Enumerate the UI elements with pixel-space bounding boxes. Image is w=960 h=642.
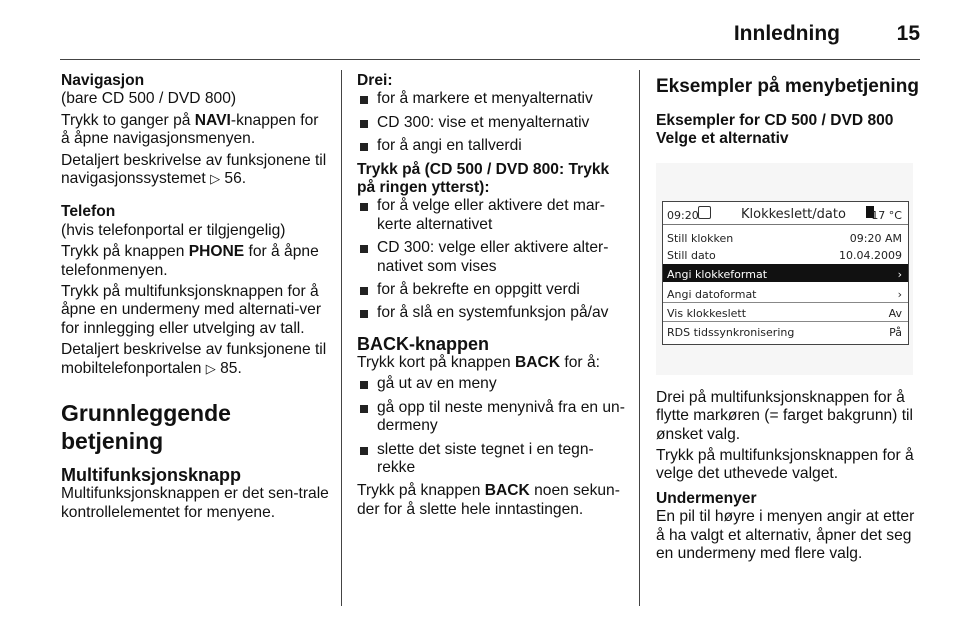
instruction-paragraph-2: Trykk på multifunksjonsknappen for å velge det uthevede valget. <box>656 447 914 483</box>
instruction-paragraph: Drei på multifunksjonsknappen for å flytte markøren (= farget bakgrunn) til ønsket valg. <box>656 388 913 443</box>
menu-item[interactable]: Still dato 10.04.2009 <box>667 248 902 262</box>
lcd-display <box>662 201 909 345</box>
header-title: Innledning <box>733 22 840 45</box>
list-item: slette det siste tegnet i en tegn-rekke <box>357 441 629 478</box>
page-number: 15 <box>896 22 920 45</box>
menu-item[interactable]: Vis klokkeslett Av <box>667 306 902 320</box>
back-key: BACK <box>515 353 561 371</box>
menu-item[interactable]: Angi datoformat › <box>667 287 902 301</box>
column-middle <box>357 72 629 522</box>
tel-paragraph: Trykk på knappen PHONE for å åpne telefonmenyen. <box>61 243 319 279</box>
navi-key: NAVI <box>194 111 231 129</box>
nav-paragraph: Trykk to ganger på NAVI-knappen for å åpne navigasjonsmenyen. <box>61 111 319 148</box>
back-key: BACK <box>484 482 530 500</box>
list-item: for å bekrefte en oppgitt verdi <box>357 281 629 299</box>
drei-heading: Drei: <box>357 72 393 89</box>
lcd-time: 09:20 <box>667 208 699 222</box>
submenu-heading: Undermenyer <box>656 489 757 507</box>
lcd-status-bar <box>663 202 908 225</box>
column-divider <box>639 70 640 606</box>
section-title: Grunnleggende betjening <box>61 400 231 455</box>
column-left <box>61 72 331 525</box>
multi-paragraph: Multifunksjonsknappen er det sen-trale kontrollelementet for menyene. <box>61 485 329 521</box>
press-list <box>357 197 629 322</box>
examples-heading: Eksempler på menybetjening <box>656 76 919 97</box>
list-item: for å markere et menyalternativ <box>357 90 629 108</box>
lcd-title: Klokkeslett/dato <box>741 206 846 222</box>
menu-item[interactable]: RDS tidssynkronisering På <box>667 325 902 339</box>
list-item: gå ut av en meny <box>357 375 629 393</box>
back-list <box>357 375 629 477</box>
page-header <box>60 18 920 58</box>
examples-sub: Eksempler for CD 500 / DVD 800 <box>656 112 894 129</box>
back-paragraph: Trykk kort på knappen BACK for å: <box>357 353 600 371</box>
submenu-paragraph: En pil til høyre i menyen angir at etter å ha valgt et alternativ, åpner det seg en undermeny med flere valg. <box>656 508 915 563</box>
menu-item[interactable]: Still klokken 09:20 AM <box>667 231 902 245</box>
menu-item-selected[interactable]: Angi klokkeformat › <box>663 264 908 282</box>
column-divider <box>341 70 342 606</box>
clock-icon <box>698 206 711 219</box>
tel-reference-paragraph: Detaljert beskrivelse av funksjonene til mobiltelefonportalen ▷ 85. <box>61 341 327 377</box>
press-heading: Trykk på (CD 500 / DVD 800: Trykk på ringen ytterst): <box>357 160 610 197</box>
page-ref-icon: ▷ <box>210 171 221 187</box>
list-item: for å velge eller aktivere det mar-kerte alternativet <box>357 197 629 234</box>
select-alt-heading: Velge et alternativ <box>656 130 789 148</box>
list-item: CD 300: velge eller aktivere alter-nativet som vises <box>357 239 629 276</box>
drei-list <box>357 90 629 155</box>
nav-sub: (bare CD 500 / DVD 800) <box>61 90 237 108</box>
tel-sub: (hvis telefonportal er tilgjengelig) <box>61 221 286 239</box>
list-item: for å slå en systemfunksjon på/av <box>357 304 629 322</box>
display-screenshot <box>656 163 913 375</box>
tel-heading: Telefon <box>61 203 116 221</box>
lcd-temperature: 17 °C <box>871 208 902 222</box>
column-right <box>656 76 920 566</box>
list-item: gå opp til neste menynivå fra en un-dermeny <box>357 399 629 436</box>
page-ref[interactable]: 56. <box>224 170 247 188</box>
list-item: for å angi en tallverdi <box>357 137 629 155</box>
nav-reference-paragraph: Detaljert beskrivelse av funksjonene til navigasjonssystemet ▷ 56. <box>61 151 327 188</box>
phone-key: PHONE <box>188 243 245 261</box>
back-heading: BACK-knappen <box>357 333 490 354</box>
tel-paragraph-2: Trykk på multifunksjonsknappen for å åpne en undermeny med alternati-ver for innlegging eller utvelging av tall. <box>61 283 322 337</box>
header-rule <box>60 59 920 60</box>
page-ref[interactable]: 85. <box>220 359 242 377</box>
multi-heading: Multifunksjonsknapp <box>61 465 241 486</box>
list-item: CD 300: vise et menyalternativ <box>357 114 629 132</box>
back-paragraph-2: Trykk på knappen BACK noen sekun-der for å slette hele inntastingen. <box>357 482 620 518</box>
nav-heading: Navigasjon <box>61 72 145 89</box>
page-ref-icon: ▷ <box>205 360 216 376</box>
